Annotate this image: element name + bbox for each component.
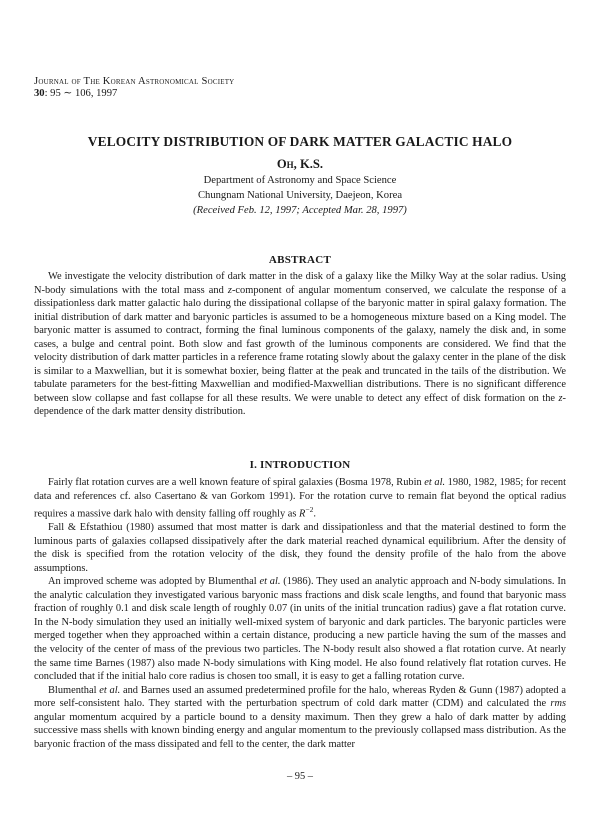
intro-p1-a: Fairly flat rotation curves are a well known feature of spiral galaxies (Bosma 1978, Rubin — [48, 477, 425, 488]
intro-p1-exponent: −2 — [305, 505, 314, 515]
intro-paragraph-3 — [34, 575, 566, 683]
received-dates: (Received Feb. 12, 1997; Accepted Mar. 28, 1997) — [193, 205, 407, 216]
intro-p4-b: and Barnes used an assumed predetermined profile for the halo, whereas Ryden & Gunn (1987) adopted a more self-consistent halo. They started with the perturbation spectrum of cold dark matter (CDM) and calculated the — [34, 684, 566, 710]
intro-p3-a: An improved scheme was adopted by Blumenthal — [48, 576, 260, 588]
journal-volume: 30 — [34, 88, 45, 99]
abstract-part-3: -dependence of the dark matter density distribution. — [34, 392, 566, 418]
intro-p3-b: (1986). They used an analytic approach and N-body simulations. In the analytic calculation they investigated various baryonic mass fractions and disk scale lengths, and found that baryonic mass fraction of roughly 0.1 and disk scale length of roughly 0.07 (in units of the initial truncation radius) gave a flat rotation curve. In the N-body simulation they used an initially well-mixed system of baryonic and dark particles. The baryonic particles were merged together when they approached within a certain distance, producing a new particle having the sum of the masses and the velocity of the center of mass of the previous two particles. The N-body result also showed a flat rotation curve. At nearly the same time Barnes (1987) also made N-body simulations with King model. He also found relatively flat rotation curves. He concluded that if the initial halo core radius is chosen too small, it is easy to get a falling rotation curve. — [34, 576, 566, 683]
journal-pages: : 95 ∼ 106, 1997 — [44, 88, 118, 99]
intro-p4-a: Blumenthal — [48, 684, 100, 696]
author: Oh, K.S. — [276, 157, 324, 171]
paper-title: VELOCITY DISTRIBUTION OF DARK MATTER GALACTIC HALO — [87, 134, 513, 149]
abstract-heading: ABSTRACT — [268, 254, 332, 266]
journal-citation — [34, 88, 234, 100]
abstract-part-2: -component of angular momentum conserved, we calculate the response of a dissipationless dark matter galactic halo during the dissipational collapse of the baryonic matter in spiral galaxy formation. The initial distribution of dark matter and baryonic particles is assumed to be a homogeneous mixture based on a King model. The baryonic matter is assumed to contract, forming the final luminous components of the galaxy, namely the disk and, in some cases, a bulge and central point. Both slow and fast growth of the luminous components are considered. We find that the velocity distribution of dark matter particles in a reference frame rotating slowly about the galaxy center in the plane of the disk is similar to a Maxwellian, but it is somewhat boxier, being flatter at the peak and truncated in the tails of the distribution. We tabulate parameters for the best-fitting Maxwellian and modified-Maxwellian distributions. There is no significant difference between slow collapse and fast collapse for all these results. We were unable to detect any effect of disk formation on the — [34, 284, 566, 404]
intro-p3-etal: et al. — [259, 576, 281, 588]
intro-p4-c: angular momentum acquired by a particle bound to a density maximum. Then they grew a halo of dark matter by adding successive mass shells with known binding energy and angular momentum to the previously collapsed mass distribution. As the baryonic fraction of the mass dissipated and fell to the center, the dark matter — [34, 711, 566, 750]
affiliation-department: Department of Astronomy and Space Science — [203, 175, 397, 186]
affiliation-university: Chungnam National University, Daejeon, Korea — [197, 190, 403, 201]
intro-p4-rms: rms — [550, 698, 566, 710]
abstract-part-1: We investigate the velocity distribution of dark matter in the disk of a galaxy like the Milky Way at the solar radius. Using N-body simulations with the total mass and — [34, 271, 566, 296]
introduction-body — [34, 476, 566, 751]
journal-name: Journal of The Korean Astronomical Society — [34, 76, 235, 87]
section-heading-introduction: I. INTRODUCTION — [249, 459, 351, 471]
intro-p1-r: R — [299, 508, 306, 520]
abstract-z-2: z — [558, 392, 563, 404]
intro-paragraph-4 — [34, 684, 566, 752]
intro-paragraph-2: Fall & Efstathiou (1980) assumed that most matter is dark and dissipationless and that the material destined to form the luminous parts of galaxies collapsed dissipatively after the dark material reached dynamical equilibrium. After the density of the disk is specified from the rotation velocity of the disk, they found the density profile of the halo from the above assumptions. — [34, 522, 566, 574]
intro-p1-etal: et al. — [424, 477, 446, 488]
abstract-text — [34, 270, 566, 419]
abstract-z-1: z — [227, 284, 232, 296]
journal-header — [34, 76, 234, 100]
page-number: – 95 – — [287, 771, 313, 782]
intro-paragraph-1 — [34, 476, 566, 521]
intro-p1-b: 1980, 1982, 1985; for recent data and references cf. also Casertano & van Gorkom 1991). For the rotation curve to remain flat beyond the optical radius requires a massive dark halo with density falling off roughly as — [34, 477, 566, 520]
intro-p4-etal: et al. — [99, 684, 121, 696]
intro-p1-c: . — [313, 508, 316, 520]
